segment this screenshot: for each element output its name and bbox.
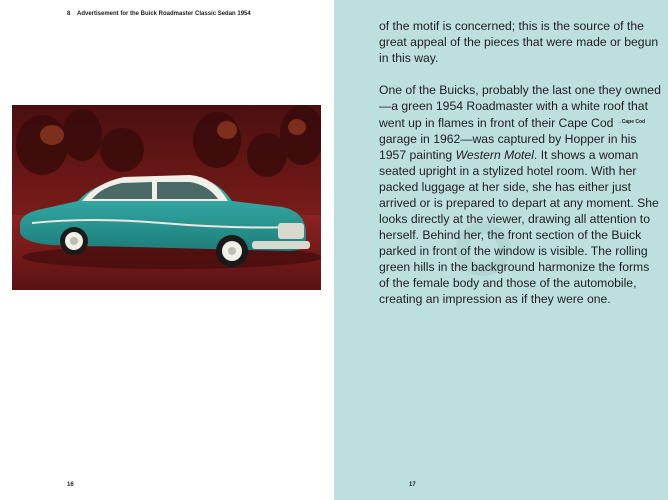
body-text — [379, 18, 661, 307]
paragraph-2: One of the Buicks, probably the last one they owned—a green 1954 Roadmaster with a white roof that went up in flames in front of their Cape Cod $^{\to Cape Cod}$ garage in 1962—was captured by Hopper in his 1957 painting Western Motel. It shows a woman seated upright in a stylized hotel room. With her packed luggage at her side, she has either just arrived or is prepared to depart at any moment. She looks directly at the viewer, drawing all attention to herself. Behind her, the front section of the Buick parked in front of the window is visible. The rolling green hills in the background harmonize the forms of the female body and those of the automobile, creating an impression as if they were one. — [379, 83, 661, 306]
car-illustration — [12, 105, 321, 290]
page-number-right: 17 — [409, 482, 416, 488]
paragraph-1: of the motif is concerned; this is the source of the great appeal of the pieces that were made or begun in this way. — [379, 19, 659, 65]
page-number-left: 16 — [67, 482, 74, 488]
painting-title: Western Motel — [455, 148, 534, 162]
caption-text: Advertisement for the Buick Roadmaster Classic Sedan 1954 — [77, 11, 251, 17]
cross-reference-cape-cod[interactable]: →Cape Cod — [616, 119, 646, 125]
caption-number: 8 — [67, 11, 71, 17]
